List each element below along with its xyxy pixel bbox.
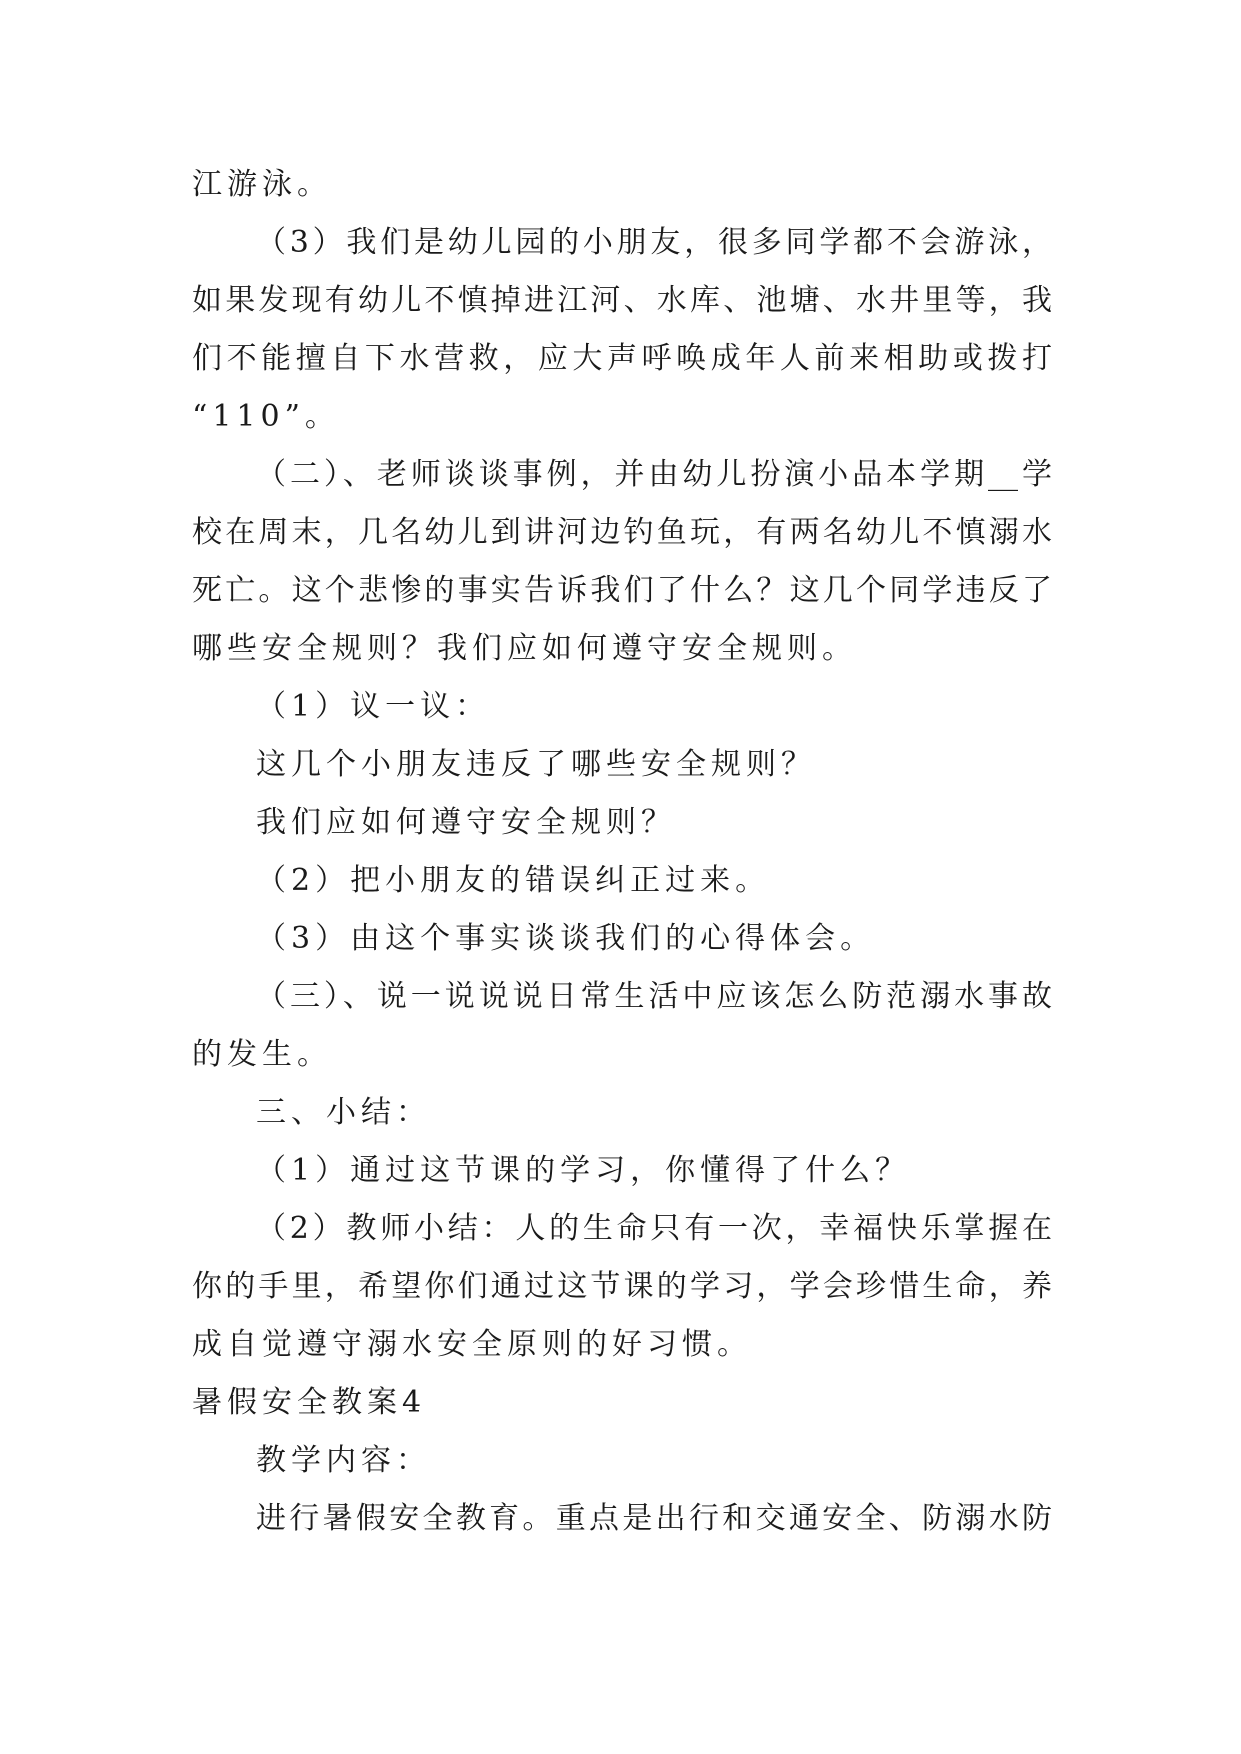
text-line: 这几个小朋友违反了哪些安全规则？ [256,747,816,782]
text-line: （1）通过这节课的学习，你懂得了什么？ [256,1153,911,1188]
text-line: 三、小结： [256,1095,431,1130]
text-line: 们不能擅自下水营救，应大声呼唤成年人前来相助或拨打 [192,341,1052,376]
text-line: 成自觉遵守溺水安全原则的好习惯。 [192,1327,752,1362]
text-line: （3）由这个事实谈谈我们的心得体会。 [256,921,876,956]
text-lines [192,156,1052,1548]
text-line: 校在周末，几名幼儿到讲河边钓鱼玩，有两名幼儿不慎溺水 [192,515,1052,550]
section-heading: 暑假安全教案4 [192,1385,427,1420]
text-line: 我们应如何遵守安全规则？ [256,805,676,840]
text-line: 如果发现有幼儿不慎掉进江河、水库、池塘、水井里等，我 [192,283,1052,318]
text-line: 死亡。这个悲惨的事实告诉我们了什么？这几个同学违反了 [192,573,1052,608]
text-line: （3）我们是幼儿园的小朋友，很多同学都不会游泳， [256,225,1052,260]
text-line: 教学内容： [256,1443,431,1478]
document-body [192,156,1052,1548]
text-line: 进行暑假安全教育。重点是出行和交通安全、防溺水防 [256,1501,1052,1536]
text-line: （二）、老师谈谈事例，并由幼儿扮演小品本学期__学 [256,457,1052,492]
text-line: 的发生。 [192,1037,332,1072]
text-line: “110”。 [192,399,340,434]
text-line: （1）议一议： [256,689,491,724]
text-line: 你的手里，希望你们通过这节课的学习，学会珍惜生命，养 [192,1269,1052,1304]
text-line: （2）教师小结：人的生命只有一次，幸福快乐掌握在 [256,1211,1052,1246]
text-line: 哪些安全规则？我们应如何遵守安全规则。 [192,631,857,666]
text-line: （三）、说一说说说日常生活中应该怎么防范溺水事故 [256,979,1052,1014]
text-line: 江游泳。 [192,167,332,202]
text-line: （2）把小朋友的错误纠正过来。 [256,863,771,898]
